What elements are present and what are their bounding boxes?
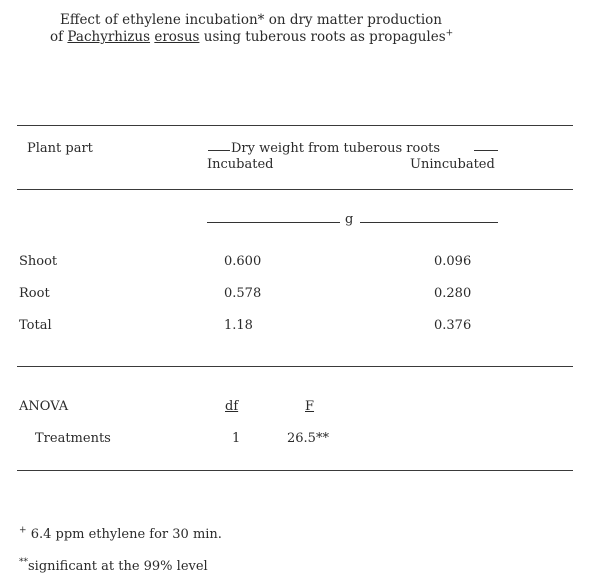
footnote-1-mark: + (19, 525, 27, 536)
table-title-line-2 (50, 29, 453, 45)
title-line1-suffix: on dry matter production (264, 12, 442, 28)
title-genus: Pachyrhizus (67, 29, 151, 45)
cell-root-incubated: 0.578 (224, 286, 262, 301)
title-species: erosus (154, 29, 200, 45)
anova-header-f: F (305, 399, 315, 414)
title-line2-mark: + (445, 28, 454, 39)
anova-label: ANOVA (19, 399, 69, 414)
row-label-root: Root (19, 286, 50, 301)
footnote-2-text: significant at the 99% level (28, 559, 208, 574)
header-group-label: Dry weight from tuberous roots (231, 141, 441, 156)
unit-label: g (345, 212, 354, 227)
footnote-2-mark: ** (19, 557, 28, 568)
row-label-total: Total (19, 318, 52, 333)
cell-shoot-incubated: 0.600 (224, 254, 262, 269)
header-rule (17, 189, 573, 190)
anova-df-value: 1 (232, 431, 241, 446)
anova-header-df: df (225, 399, 239, 414)
title-line1-prefix: Effect of ethylene incubation (60, 12, 258, 28)
title-line2-suffix: using tuberous roots as propagules (199, 29, 446, 45)
footnote-1 (19, 527, 222, 542)
header-unincubated: Unincubated (410, 157, 495, 172)
table-title-line-1 (60, 12, 442, 28)
unit-left-dash (207, 222, 340, 223)
header-plant-part: Plant part (27, 141, 93, 156)
cell-total-unincubated: 0.376 (434, 318, 472, 333)
title-line2-prefix: of (50, 29, 68, 45)
title-line1-mark: * (257, 12, 265, 28)
group-label-right-dash (474, 150, 498, 151)
top-rule (17, 125, 573, 126)
row-label-shoot: Shoot (19, 254, 58, 269)
cell-root-unincubated: 0.280 (434, 286, 472, 301)
cell-shoot-unincubated: 0.096 (434, 254, 472, 269)
footnote-1-text: 6.4 ppm ethylene for 30 min. (30, 527, 222, 542)
group-label-left-dash (208, 150, 230, 151)
header-incubated: Incubated (207, 157, 274, 172)
bottom-rule (17, 470, 573, 471)
body-rule (17, 366, 573, 367)
footnote-2 (19, 559, 208, 574)
cell-total-incubated: 1.18 (224, 318, 253, 333)
anova-row-label: Treatments (35, 431, 111, 446)
unit-right-dash (360, 222, 498, 223)
anova-f-value: 26.5** (287, 431, 329, 446)
